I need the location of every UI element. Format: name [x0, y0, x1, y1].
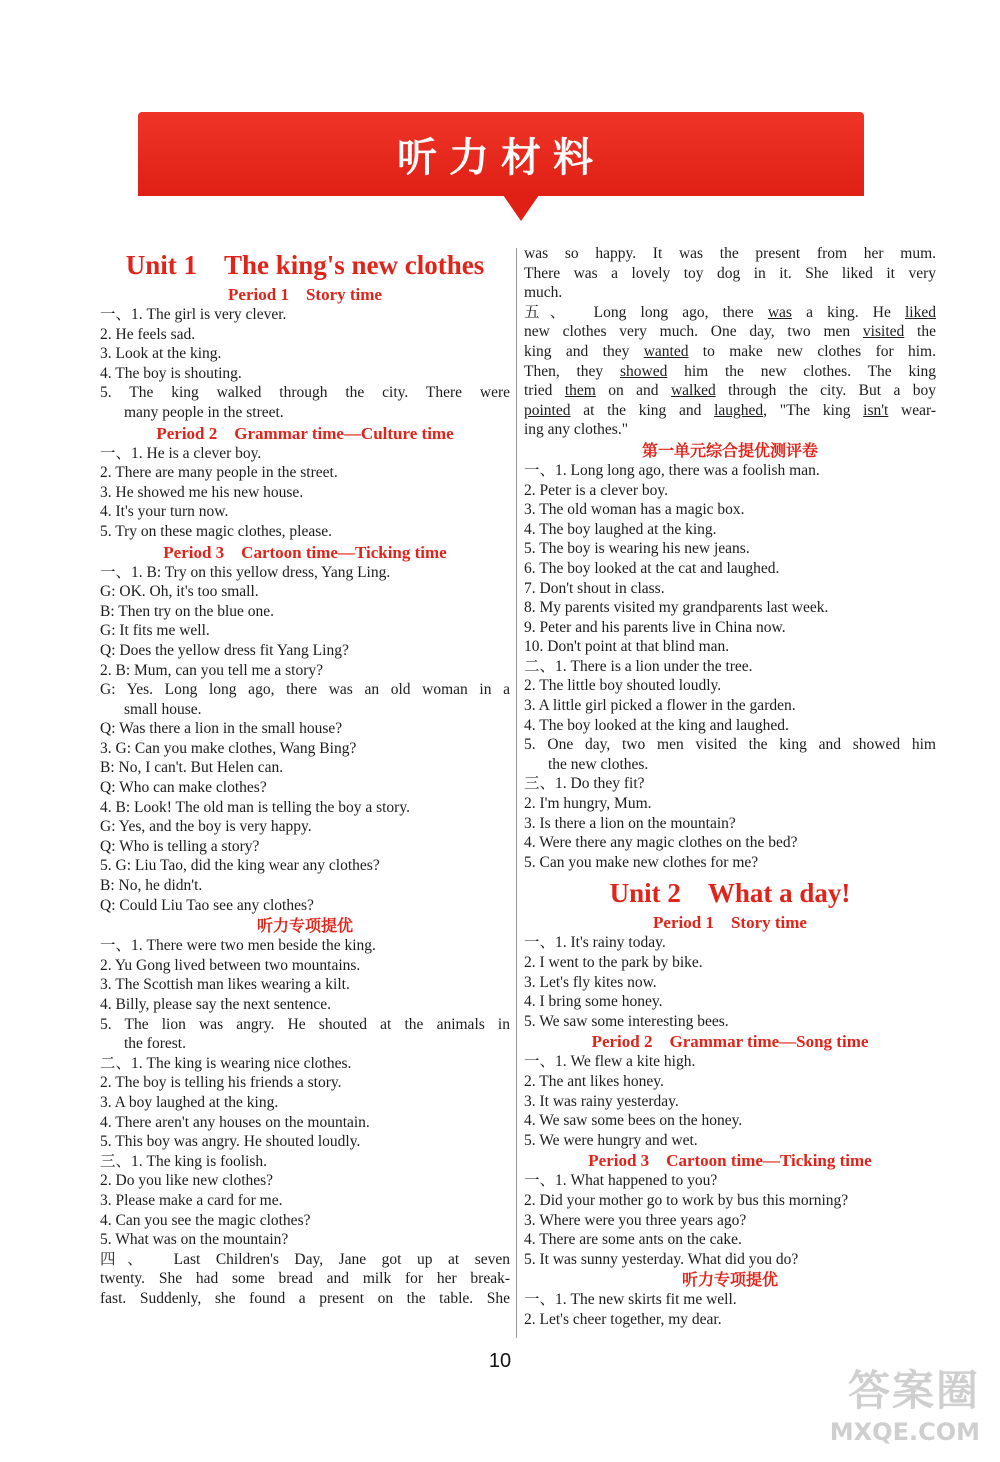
- text-line: G: It fits me well.: [100, 622, 210, 640]
- unit-test-heading: 第一单元综合提优测评卷: [641, 440, 818, 460]
- right-column: [524, 244, 936, 1330]
- passage-text: to make new clothes for him.: [688, 342, 936, 360]
- period-heading: Period 1 Story time: [653, 913, 807, 933]
- text-line: 7. Don't shout in class.: [524, 579, 665, 597]
- text-line: 一、1. He is a clever boy.: [100, 444, 262, 462]
- text-line: 6. The boy looked at the cat and laughed.: [524, 559, 780, 577]
- text-line: 4. The boy is shouting.: [100, 364, 242, 382]
- text-line: 5. It was sunny yesterday. What did you do?: [524, 1250, 799, 1268]
- passage-line: [524, 381, 936, 401]
- passage-text: through the city. But a boy: [715, 382, 936, 400]
- passage-text: on and: [595, 382, 671, 400]
- text-line: 4. The boy looked at the king and laughed.: [524, 716, 789, 734]
- text-line: small house.: [124, 700, 202, 718]
- text-line: 3. The Scottish man likes wearing a kilt.: [100, 976, 350, 994]
- text-line: 9. Peter and his parents live in China now.: [524, 618, 786, 636]
- text-line: the forest.: [124, 1035, 186, 1053]
- unit-1-title: Unit 1 The king's new clothes: [125, 250, 485, 280]
- text-line: 5. G: Liu Tao, did the king wear any clothes?: [100, 857, 380, 875]
- passage-text: him the new clothes. The king: [667, 362, 936, 380]
- listening-practice-heading: 听力专项提优: [681, 1270, 778, 1290]
- text-line: 4. Can you see the magic clothes?: [100, 1211, 311, 1229]
- text-line: 2. The boy is telling his friends a story.: [100, 1074, 342, 1092]
- underlined-word: wanted: [643, 342, 689, 360]
- text-line: 4. There are some ants on the cake.: [524, 1231, 742, 1249]
- text-line: 3. G: Can you make clothes, Wang Bing?: [100, 739, 357, 757]
- text-line: 一、1. We flew a kite high.: [524, 1053, 696, 1071]
- text-line: 5. This boy was angry. He shouted loudly.: [100, 1133, 361, 1151]
- period-heading: Period 2 Grammar time—Culture time: [156, 423, 454, 443]
- text-line: Q: Could Liu Tao see any clothes?: [100, 896, 314, 914]
- text-line: 3. A boy laughed at the king.: [100, 1093, 279, 1111]
- text-line: 4. We saw some bees on the honey.: [524, 1112, 743, 1130]
- passage-line: [524, 362, 936, 382]
- text-line: 5. We saw some interesting bees.: [524, 1012, 729, 1030]
- text-line: B: No, I can't. But Helen can.: [100, 759, 284, 777]
- text-line: 8. My parents visited my grandparents last week.: [524, 599, 829, 617]
- passage-text: wear-: [888, 401, 937, 419]
- text-line: There was a lovely toy dog in it. She liked it very: [524, 264, 936, 282]
- watermark-url: MXQE.COM: [829, 1418, 980, 1446]
- text-line: 5. The boy is wearing his new jeans.: [524, 540, 750, 558]
- text-line: 2. I'm hungry, Mum.: [524, 795, 652, 813]
- underlined-word: visited: [862, 323, 905, 341]
- text-line: 5. Try on these magic clothes, please.: [100, 522, 333, 540]
- text-line: 2. He feels sad.: [100, 325, 196, 343]
- text-line: 3. He showed me his new house.: [100, 483, 304, 501]
- text-line: B: Then try on the blue one.: [100, 602, 275, 620]
- passage-text: a king. He: [791, 303, 905, 321]
- text-line: 3. A little girl picked a flower in the garden.: [524, 697, 796, 715]
- text-line: the new clothes.: [548, 755, 649, 773]
- period-heading: Period 2 Grammar time—Song time: [591, 1032, 869, 1052]
- text-line: 5. We were hungry and wet.: [524, 1131, 698, 1149]
- passage-text: king and they: [524, 342, 644, 360]
- text-line: 2. Do you like new clothes?: [100, 1172, 274, 1190]
- text-line: 一、1. The girl is very clever.: [100, 306, 287, 323]
- text-line: 3. The old woman has a magic box.: [524, 501, 745, 519]
- text-line: 2. Yu Gong lived between two mountains.: [100, 956, 361, 974]
- listening-practice-heading: 听力专项提优: [256, 916, 353, 936]
- text-line: 2. B: Mum, can you tell me a story?: [100, 661, 323, 679]
- passage-text: 五、 Long long ago, there: [524, 303, 768, 321]
- passage-text: at the king and: [570, 401, 715, 419]
- text-line: 5. The lion was angry. He shouted at the animals in: [100, 1015, 510, 1033]
- text-line: 四、 Last Children's Day, Jane got up at seven: [100, 1250, 510, 1268]
- text-line: Q: Who can make clothes?: [100, 779, 267, 797]
- period-heading: Period 1 Story time: [228, 285, 382, 304]
- text-line: 3. It was rainy yesterday.: [524, 1092, 679, 1110]
- passage-text: ing any clothes.": [524, 421, 629, 439]
- underlined-word: laughed: [714, 401, 764, 419]
- passage-text: Then, they: [524, 362, 620, 380]
- text-line: fast. Suddenly, she found a present on the table. She: [100, 1289, 510, 1307]
- underlined-word: pointed: [524, 401, 571, 419]
- text-line: 一、1. It's rainy today.: [524, 934, 666, 952]
- text-line: 3. Where were you three years ago?: [524, 1211, 747, 1229]
- period-heading: Period 3 Cartoon time—Ticking time: [588, 1151, 872, 1171]
- text-line: 3. Please make a card for me.: [100, 1191, 283, 1209]
- text-line: 三、1. Do they fit?: [524, 775, 645, 793]
- text-line: 2. There are many people in the street.: [100, 464, 338, 482]
- text-line: 5. Can you make new clothes for me?: [524, 853, 759, 871]
- text-line: 5. One day, two men visited the king and showed him: [524, 736, 936, 754]
- text-line: 4. B: Look! The old man is telling the boy a story.: [100, 798, 410, 816]
- underlined-word: liked: [905, 303, 936, 321]
- text-line: 2. Peter is a clever boy.: [524, 481, 669, 499]
- text-line: 4. Were there any magic clothes on the bed?: [524, 834, 798, 852]
- passage-line: [524, 342, 936, 362]
- text-line: 一、1. The new skirts fit me well.: [524, 1291, 737, 1309]
- unit-2-title: Unit 2 What a day!: [609, 878, 851, 909]
- text-line: B: No, he didn't.: [100, 877, 203, 895]
- underlined-word: them: [564, 382, 596, 400]
- underlined-word: walked: [670, 382, 716, 400]
- text-line: 一、1. What happened to you?: [524, 1172, 718, 1190]
- passage-line: [524, 401, 936, 421]
- passage-line: [524, 303, 936, 323]
- passage-text: tried: [524, 382, 565, 400]
- left-column: [100, 244, 510, 1309]
- underlined-word: showed: [619, 362, 668, 380]
- text-line: 2. Did your mother go to work by bus this morning?: [524, 1191, 849, 1209]
- text-line: Q: Was there a lion in the small house?: [100, 720, 343, 738]
- text-line: 一、1. B: Try on this yellow dress, Yang Ling.: [100, 563, 391, 581]
- text-line: 2. I went to the park by bike.: [524, 954, 703, 971]
- text-line: 4. I bring some honey.: [524, 993, 663, 1011]
- text-line: 4. Billy, please say the next sentence.: [100, 996, 331, 1013]
- text-line: 5. What was on the mountain?: [100, 1231, 289, 1249]
- passage-line: [524, 420, 936, 440]
- text-line: was so happy. It was the present from her mum.: [524, 245, 936, 262]
- passage-text: the: [904, 323, 936, 341]
- period-heading: Period 3 Cartoon time—Ticking time: [163, 542, 447, 562]
- underlined-word: was: [767, 303, 792, 321]
- text-line: 2. The ant likes honey.: [524, 1072, 664, 1090]
- page-number: 10: [488, 1350, 512, 1372]
- text-line: 10. Don't point at that blind man.: [524, 638, 730, 656]
- passage-line: [524, 322, 936, 342]
- watermark-logo: 答案圈: [847, 1366, 980, 1415]
- banner-pointer: [503, 195, 539, 221]
- page-title: 听力材料: [397, 134, 605, 181]
- text-line: G: Yes, and the boy is very happy.: [100, 818, 312, 836]
- text-line: 4. There aren't any houses on the mountain.: [100, 1113, 370, 1131]
- text-line: 2. The little boy shouted loudly.: [524, 677, 722, 695]
- text-line: 4. The boy laughed at the king.: [524, 520, 717, 538]
- text-line: 2. Let's cheer together, my dear.: [524, 1310, 722, 1328]
- text-line: Q: Who is telling a story?: [100, 837, 260, 855]
- watermark: [830, 1358, 980, 1446]
- text-line: 3. Let's fly kites now.: [524, 973, 657, 991]
- text-line: 3. Is there a lion on the mountain?: [524, 814, 736, 832]
- text-line: 3. Look at the king.: [100, 345, 222, 363]
- column-divider: [516, 248, 517, 1338]
- text-line: G: Yes. Long long ago, there was an old woman in a: [100, 681, 510, 699]
- text-line: G: OK. Oh, it's too small.: [100, 583, 259, 601]
- passage-text: new clothes very much. One day, two men: [524, 323, 863, 341]
- title-banner: [138, 112, 864, 196]
- text-line: 4. It's your turn now.: [100, 503, 229, 521]
- text-line: 5. The king walked through the city. There were: [100, 384, 510, 402]
- text-line: Q: Does the yellow dress fit Yang Ling?: [100, 641, 349, 659]
- text-line: 二、1. The king is wearing nice clothes.: [100, 1054, 352, 1072]
- text-line: many people in the street.: [124, 403, 284, 421]
- text-line: 二、1. There is a lion under the tree.: [524, 657, 753, 675]
- passage-text: , "The king: [763, 401, 864, 419]
- underlined-word: isn't: [863, 401, 889, 419]
- text-line: 一、1. Long long ago, there was a foolish man.: [524, 461, 820, 479]
- text-line: much.: [524, 284, 563, 302]
- text-line: 三、1. The king is foolish.: [100, 1152, 268, 1170]
- text-line: twenty. She had some bread and milk for her break-: [100, 1270, 510, 1288]
- text-line: 一、1. There were two men beside the king.: [100, 937, 376, 955]
